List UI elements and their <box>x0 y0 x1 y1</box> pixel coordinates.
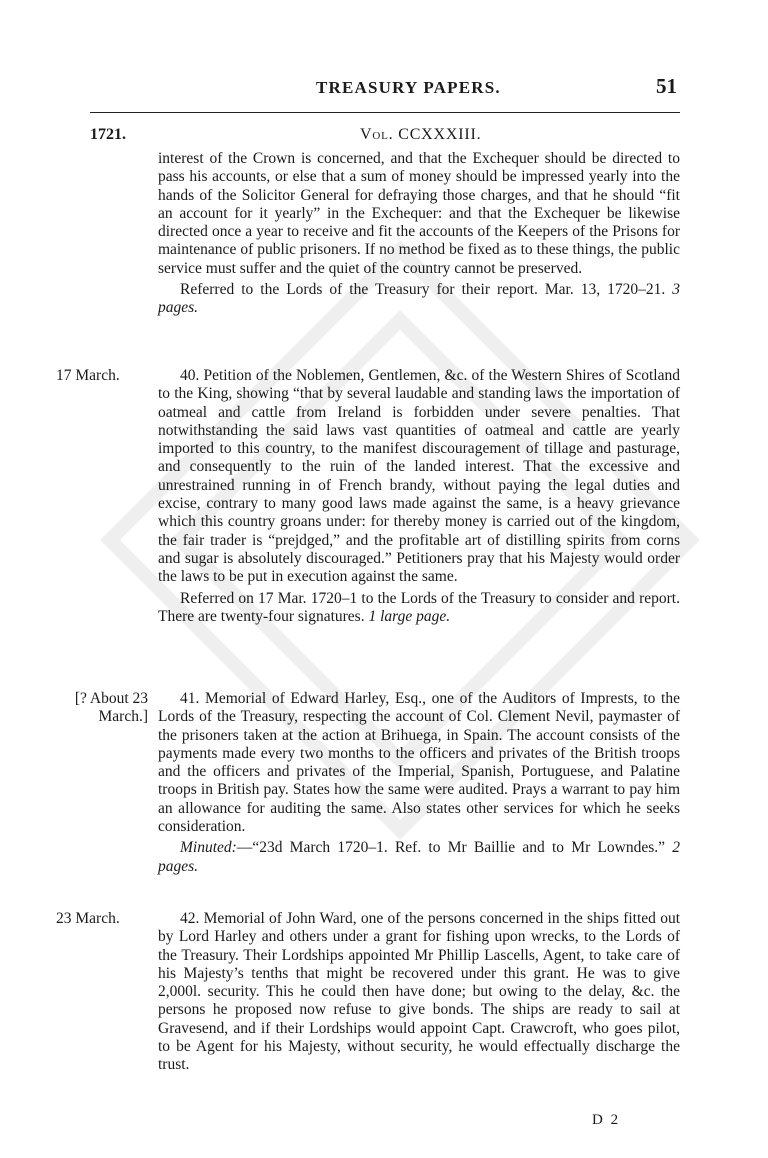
entry-text: 40. Petition of the Noblemen, Gentlemen, &c. of the Western Shires of Scotland to the King, showing “that by several laudable and standing laws the importation of oatmeal and cattle from Ireland is forbidden under severe penalties. That notwithstanding the said laws vast quantities of oatmeal and cattle are yearly imported to this country, to the manifest discouragement of tillage and pasturage, and consequently to the ruin of the landed interest. That the excessive and unrestrained running in of French brandy, without paying the legal duties and excise, contrary to many good laws made against the same, is a heavy grievance which this country groans under: for thereby money is carried out of the kingdom, the fair trader is “prejdged,” and the profitable art of distilling spirits from corns and sugar is absolutely discouraged.” Petitioners pray that his Majesty would order the laws to be put in execution against the same. <box>158 367 680 586</box>
page-count: 2 pages. <box>158 839 681 875</box>
year-marker: 1721. <box>90 126 126 143</box>
volume-prefix: Vol. <box>360 126 394 143</box>
running-title: TREASURY PAPERS. <box>316 78 501 97</box>
entry-text: 41. Memorial of Edward Harley, Esq., one of the Auditors of Imprests, to the Lords of the Treasury, respecting the account of Col. Clement Nevil, paymaster of the prisoners taken at the action at Brihuega, in Spain. The account consists of the payments made every two months to the officers and privates of the British troops and the officers and privates of the Imperial, Spanish, Portuguese, and Palatine troops in British pay. States how the same were audited. Prays a warrant to pay him an allowance for auditing the same. Also states other services for which he seeks consideration. <box>158 690 680 836</box>
minuted-label: Minuted: <box>180 839 237 857</box>
page-number: 51 <box>656 74 677 98</box>
signature-mark: D 2 <box>592 1112 621 1128</box>
running-head <box>0 74 768 104</box>
entry-text: 42. Memorial of John Ward, one of the persons concerned in the ships fitted out by Lord Harley and others under a grant for fishing upon wrecks, to the Lords of the Treasury. Their Lordships appointed Mr Phillip Lascells, Agent, to take care of his Majesty’s tenths that might be recovered under this grant. He was to give 2,000l. security. This he could then have done; but owing to the delay, &c. the persons he proposed now refuse to give bonds. The ships are ready to sail at Gravesend, and if their Lordships would appoint Capt. Crawcroft, who goes pilot, to be Agent for his Majesty, without security, he would effectually discharge the trust. <box>158 910 680 1074</box>
page-count: 1 large page. <box>368 607 451 625</box>
reference-text: —“23d March 1720–1. Ref. to Mr Baillie and to Mr Lowndes.” <box>236 839 666 857</box>
volume-heading <box>360 126 481 144</box>
entry-body <box>158 910 680 1075</box>
entry-reference <box>158 281 680 318</box>
entry-date: 17 March. <box>56 367 120 384</box>
volume-number: CCXXXIII. <box>398 126 482 143</box>
entry-reference <box>158 590 680 627</box>
entry-date: 23 March. <box>56 910 120 927</box>
page-count: 3 pages. <box>158 281 680 317</box>
entry-reference <box>158 839 680 876</box>
entry-date: [? About 23 March.] <box>74 690 148 726</box>
reference-text: Referred to the Lords of the Treasury for their report. Mar. 13, 1720–21. <box>180 281 666 299</box>
header-rule <box>90 112 680 113</box>
entry-body <box>158 150 680 318</box>
reference-text: Referred on 17 Mar. 1720–1 to the Lords of the Treasury to consider and report. There are twenty-four signatures. <box>158 589 680 625</box>
entry-body <box>158 367 680 626</box>
entry-body <box>158 690 680 876</box>
entry-text: interest of the Crown is concerned, and that the Exchequer should be directed to pass his accounts, or else that a sum of money should be impressed yearly into the hands of the Solicitor General for defraying those charges, and that he should “fit an account for it yearly” in the Exchequer: and that the Exchequer be likewise directed once a year to receive and fit the accounts of the Keepers of the Prisons for maintenance of public prisoners. If no method be fixed as to these things, the public service must suffer and the quiet of the country cannot be preserved. <box>158 150 680 277</box>
